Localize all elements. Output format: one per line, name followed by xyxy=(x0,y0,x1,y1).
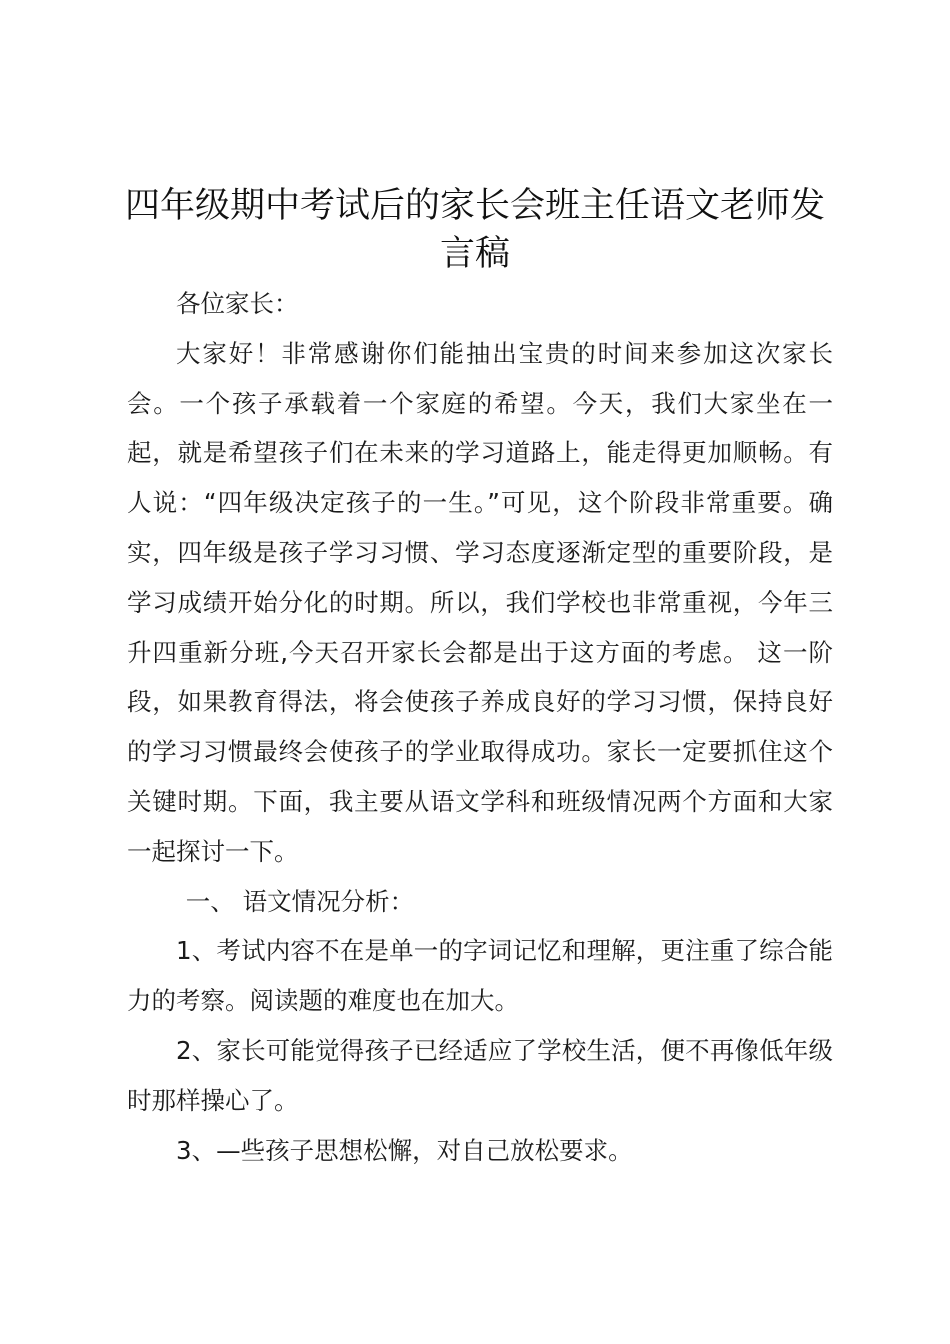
list-item-2: 2、家长可能觉得孩子已经适应了学校生活，便不再像低年级时那样操心了。 xyxy=(127,1035,833,1115)
list-item-3: 3、—些孩子思想松懈，对自己放松要求。 xyxy=(176,1135,633,1165)
salutation: 各位家长： xyxy=(176,289,299,318)
document-body xyxy=(127,279,833,1175)
list-item-1: 1、考试内容不在是单一的字词记忆和理解，更注重了综合能力的考察。阅读题的难度也在加大。 xyxy=(127,936,833,1016)
intro-paragraph: 大家好！非常感谢你们能抽出宝贵的时间来参加这次家长会。一个孩子承载着一个家庭的希望。今天，我们大家坐在一起，就是希望孩子们在未来的学习道路上，能走得更加顺畅。有人说：“四年级决定孩子的一生。”可见，这个阶段非常重要。确实，四年级是孩子学习习惯、学习态度逐渐定型的重要阶段，是学习成绩开始分化的时期。所以，我们学校也非常重视，今年三升四重新分班,今天召开家长会都是出于这方面的考虑。 这一阶段，如果教育得法，将会使孩子养成良好的学习习惯，保持良好的学习习惯最终会使孩子的学业取得成功。家长一定要抓住这个关键时期。下面，我主要从语文学科和班级情况两个方面和大家一起探讨一下。 xyxy=(127,338,833,866)
section-heading: 一、 语文情况分析： xyxy=(185,886,415,916)
document-title: 四年级期中考试后的家长会班主任语文老师发言稿 xyxy=(124,186,825,274)
